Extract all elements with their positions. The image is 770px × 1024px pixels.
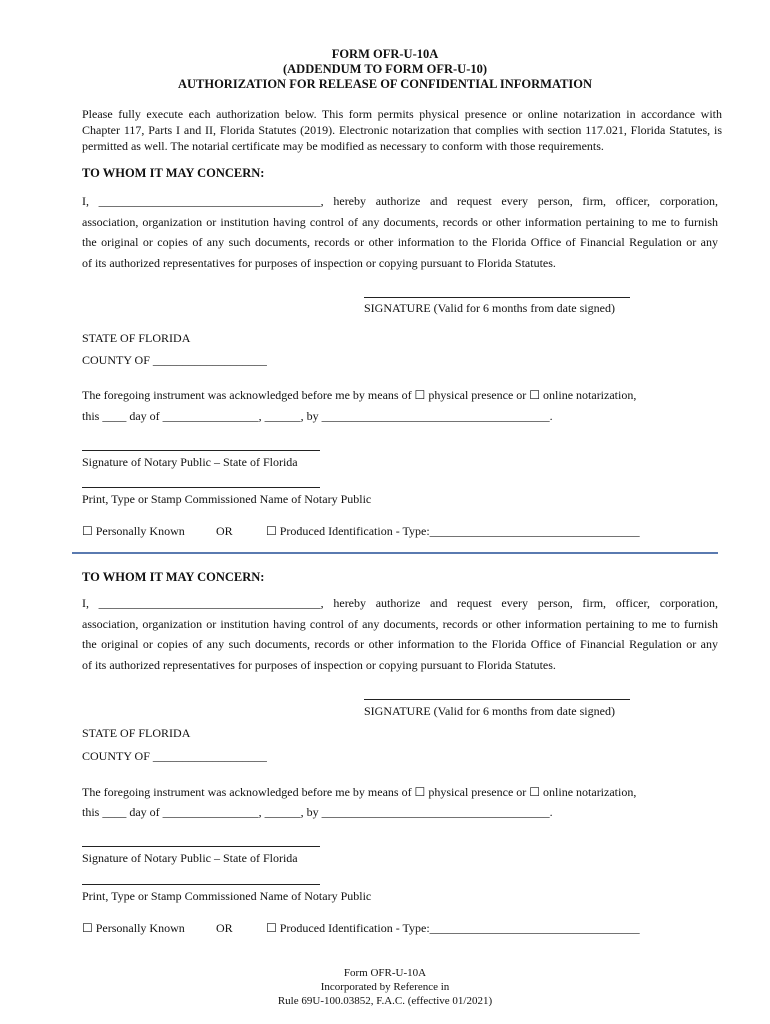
- county-field[interactable]: COUNTY OF ___________________: [82, 353, 267, 367]
- notary-name-line[interactable]: [82, 884, 320, 885]
- authorization-line: association, organization or institution having control of any documents, records or other information pertaining to me to furnish: [82, 214, 718, 229]
- county-field[interactable]: COUNTY OF ___________________: [82, 749, 267, 763]
- form-number: FORM OFR-U-10A: [331, 47, 439, 61]
- signature-line[interactable]: [364, 699, 630, 700]
- notary-name-label: Print, Type or Stamp Commissioned Name of Notary Public: [82, 492, 372, 506]
- personally-known-checkbox[interactable]: ☐ Personally Known: [82, 524, 185, 538]
- signature-label: SIGNATURE (Valid for 6 months from date signed): [364, 301, 615, 315]
- form-title: AUTHORIZATION FOR RELEASE OF CONFIDENTIAL INFORMATION: [177, 77, 593, 91]
- acknowledgment-line[interactable]: The foregoing instrument was acknowledged before me by means of ☐ physical presence or ☐ online notarization,: [82, 388, 637, 402]
- notary-name-label: Print, Type or Stamp Commissioned Name of Notary Public: [82, 889, 372, 903]
- footer-rule: Rule 69U-100.03852, F.A.C. (effective 01/2021): [277, 995, 493, 1007]
- authorization-line[interactable]: I, _____________________________________, hereby authorize and request every person, firm, officer, corporation,: [82, 596, 718, 610]
- form-header: [0, 47, 770, 92]
- notary-signature-line[interactable]: [82, 846, 320, 847]
- authorization-line: of its authorized representatives for purposes of inspection or copying pursuant to Florida Statutes.: [82, 255, 556, 270]
- authorization-line: the original or copies of any such documents, records or other information to the Florida Office of Financial Regulation or any: [82, 235, 718, 249]
- intro-paragraph: Please fully execute each authorization below. This form permits physical presence or online notarization in accordance with Chapter 117, Parts I and II, Florida Statutes (2019). Electronic notarization that complies with section 117.021, Florida Statutes, is permitted as well. The notarial certificate may be modified as necessary to conform with those requirements.: [82, 107, 722, 153]
- footer-form-number: Form OFR-U-10A: [343, 967, 427, 979]
- authorization-line[interactable]: I, _____________________________________, hereby authorize and request every person, firm, officer, corporation,: [82, 194, 718, 208]
- authorization-line: association, organization or institution having control of any documents, records or other information pertaining to me to furnish: [82, 616, 718, 631]
- authorization-paragraph: [82, 593, 718, 675]
- personally-known-checkbox[interactable]: ☐ Personally Known: [82, 921, 185, 935]
- state-label: STATE OF FLORIDA: [82, 331, 191, 345]
- section-divider: [72, 552, 718, 554]
- state-label: STATE OF FLORIDA: [82, 726, 191, 740]
- notary-signature-label: Signature of Notary Public – State of Florida: [82, 455, 298, 469]
- acknowledgment-line[interactable]: The foregoing instrument was acknowledged before me by means of ☐ physical presence or ☐ online notarization,: [82, 785, 637, 799]
- notary-name-line[interactable]: [82, 487, 320, 488]
- section-heading: TO WHOM IT MAY CONCERN:: [82, 570, 265, 584]
- signature-line[interactable]: [364, 297, 630, 298]
- produced-identification-checkbox[interactable]: ☐ Produced Identification - Type:___________________________________: [266, 524, 640, 538]
- acknowledgment-date-line[interactable]: this ____ day of ________________, ______, by ______________________________________.: [82, 805, 553, 819]
- or-label: OR: [216, 921, 233, 935]
- notary-signature-line[interactable]: [82, 450, 320, 451]
- form-footer: [0, 966, 770, 1008]
- acknowledgment-date-line[interactable]: this ____ day of ________________, ______, by ______________________________________.: [82, 409, 553, 423]
- footer-incorporated: Incorporated by Reference in: [320, 981, 450, 993]
- authorization-paragraph: [82, 191, 718, 273]
- signature-label: SIGNATURE (Valid for 6 months from date signed): [364, 704, 615, 718]
- notary-signature-label: Signature of Notary Public – State of Florida: [82, 851, 298, 865]
- form-addendum: (ADDENDUM TO FORM OFR-U-10): [282, 62, 488, 76]
- authorization-line: of its authorized representatives for purposes of inspection or copying pursuant to Florida Statutes.: [82, 657, 556, 672]
- authorization-line: the original or copies of any such documents, records or other information to the Florida Office of Financial Regulation or any: [82, 637, 718, 651]
- or-label: OR: [216, 524, 233, 538]
- section-heading: TO WHOM IT MAY CONCERN:: [82, 166, 265, 180]
- produced-identification-checkbox[interactable]: ☐ Produced Identification - Type:___________________________________: [266, 921, 640, 935]
